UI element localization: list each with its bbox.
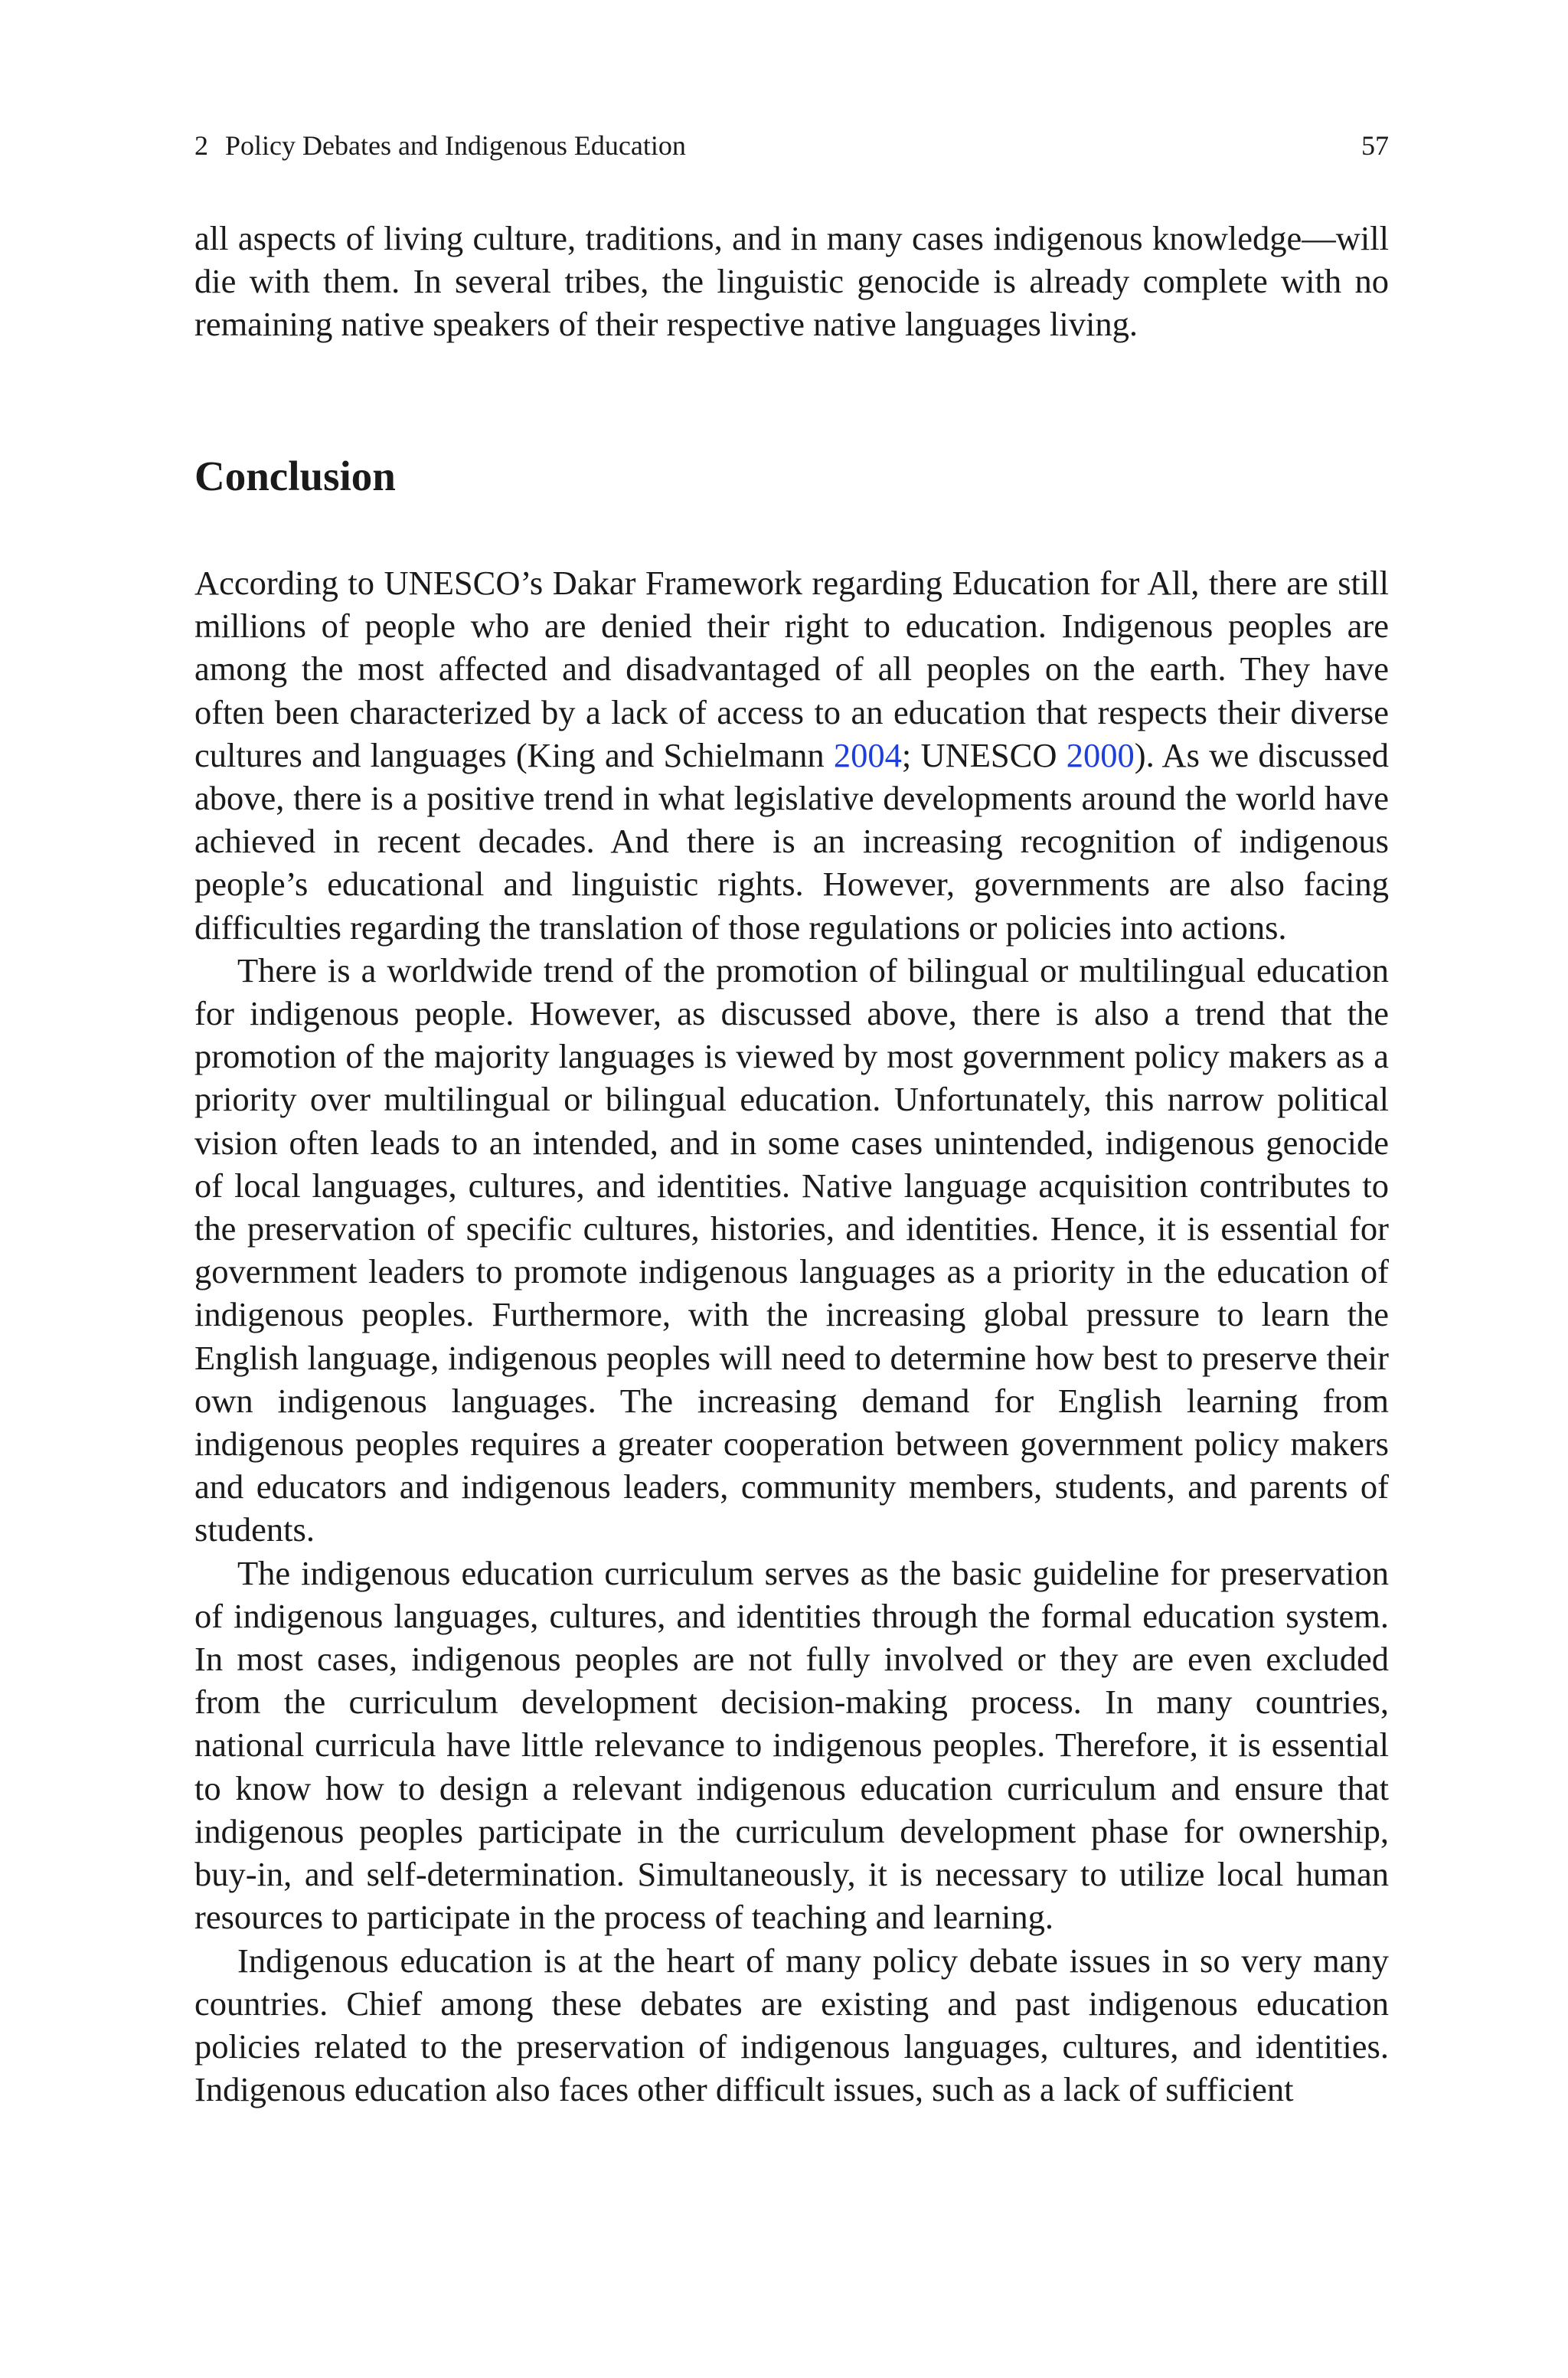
chapter-number: 2 (194, 130, 208, 161)
paragraph-text: ; UNESCO (901, 735, 1067, 774)
page-number: 57 (1361, 130, 1389, 161)
running-head-chapter (194, 127, 686, 164)
conclusion-section (194, 561, 1389, 2111)
section-heading: Conclusion (194, 453, 396, 499)
intro-paragraph: all aspects of living culture, traditions, and in many cases indigenous knowledge—will die with them. In several tribes, the linguistic genocide is already complete with no remaining native speakers of their respective native languages living. (194, 219, 1389, 344)
paragraph-text: ). As we discussed above, there is a positive trend in what legislative developments around the world have achieved in recent decades. And there is an increasing recognition of indigenous people’s educational and linguistic rights. However, governments are also facing difficulties regarding the translation of those regulations or policies into actions. (194, 735, 1389, 947)
paragraph-text: According to UNESCO’s Dakar Framework regarding Education for All, there are still millions of people who are denied their right to education. Indigenous peoples are among the most affected and disadvantaged of all peoples on the earth. They have often been characterized by a lack of access to an education that respects their diverse cultures and languages (King and Schielmann (194, 564, 1389, 774)
citation-link-2004[interactable]: 2004 (833, 735, 902, 774)
conclusion-paragraph-2: There is a worldwide trend of the promotion of bilingual or multilingual education for indigenous people. However, as discussed above, there is also a trend that the promotion of the majority languages is viewed by most government policy makers as a priority over multilingual or bilingual education. Unfortunately, this narrow political vision often leads to an intended, and in some cases unintended, indigenous genocide of local languages, cultures, and identities. Native language acquisition contributes to the preservation of specific cultures, histories, and identities. Hence, it is essential for government leaders to promote indigenous languages as a priority in the education of indigenous peoples. Furthermore, with the increasing global pressure to learn the English language, indigenous peoples will need to determine how best to preserve their own indigenous languages. The increasing demand for English learning from indigenous peoples requires a greater cooperation between government policy makers and educators and indigenous leaders, community members, students, and parents of students. (194, 950, 1389, 1549)
conclusion-paragraph-3: The indigenous education curriculum serves as the basic guideline for preservation of indigenous languages, cultures, and identities through the formal education system. In most cases, indigenous peoples are not fully involved or they are even excluded from the curriculum development decision-making process. In many countries, national curricula have little relevance to indigenous peoples. Therefore, it is essential to know how to design a relevant indigenous education curriculum and ensure that indigenous peoples participate in the curriculum development phase for ownership, buy-in, and self-determination. Simultaneously, it is necessary to utilize local human resources to participate in the process of teaching and learning. (194, 1553, 1389, 1937)
running-head (194, 127, 1389, 164)
conclusion-paragraph-4: Indigenous education is at the heart of many policy debate issues in so very many countries. Chief among these debates are existing and past indigenous education policies related to the preservation of indigenous languages, cultures, and identities. Indigenous education also faces other difficult issues, such as a lack of sufficient (194, 1941, 1389, 2109)
conclusion-paragraph-1 (194, 561, 1389, 949)
citation-link-2000[interactable]: 2000 (1066, 735, 1135, 774)
chapter-title: Policy Debates and Indigenous Education (225, 130, 686, 161)
intro-block (194, 217, 1389, 346)
